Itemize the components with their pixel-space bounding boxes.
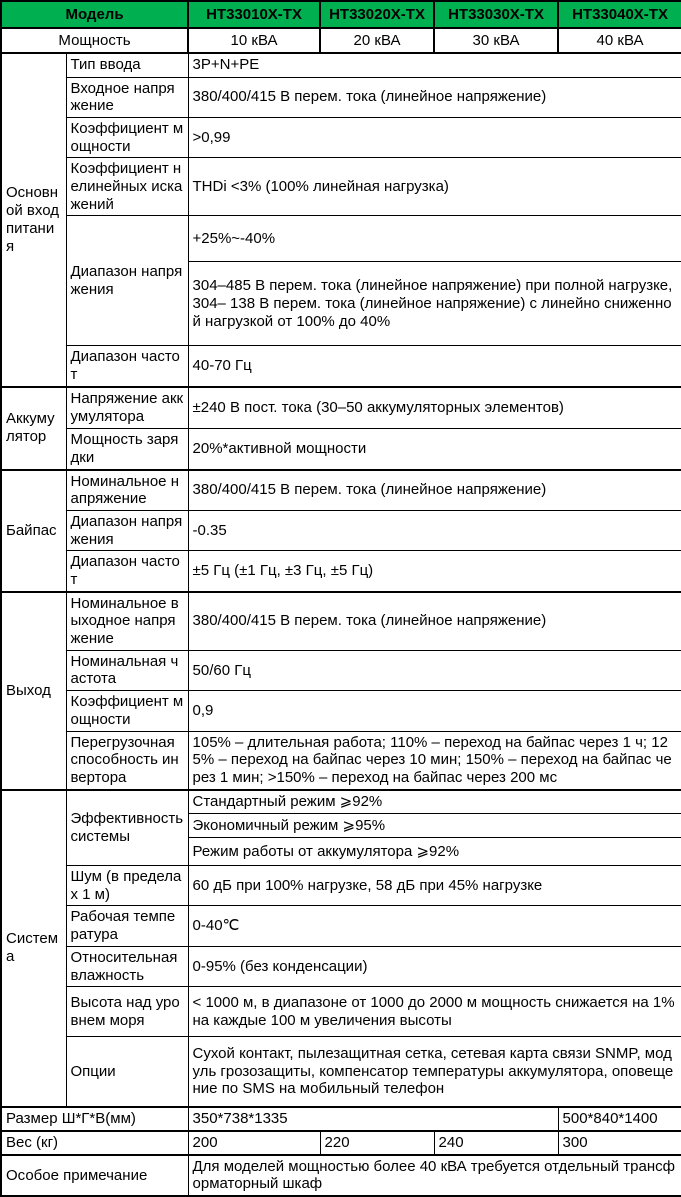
row-label-input-thd: Коэффициент нелинейных искажений xyxy=(66,158,188,216)
row-label-battery-voltage: Напряжение аккумулятора xyxy=(66,387,188,429)
row-value-battery-voltage: ±240 В пост. тока (30–50 аккумуляторных элементов) xyxy=(188,387,681,429)
row-system-noise xyxy=(1,866,681,906)
row-system-temperature xyxy=(1,906,681,946)
row-label-input-power-factor: Коэффициент мощности xyxy=(66,117,188,157)
section-title-main-input: Основной вход питания xyxy=(1,53,66,387)
row-bypass-voltage-range xyxy=(1,510,681,550)
row-value-size-small: 350*738*1335 xyxy=(188,1107,558,1131)
row-value-size-large: 500*840*1400 xyxy=(558,1107,681,1131)
row-label-output-overload: Перегрузочная способность инвертора xyxy=(66,731,188,790)
row-input-freq-range xyxy=(1,346,681,387)
power-value-3: 30 кВА xyxy=(434,28,558,53)
row-input-voltage xyxy=(1,77,681,117)
power-value-1: 10 кВА xyxy=(188,28,320,53)
row-label-input-type: Тип ввода xyxy=(66,53,188,77)
row-bypass-nominal-voltage xyxy=(1,470,681,511)
row-label-weight: Вес (кг) xyxy=(1,1131,188,1155)
row-label-special-note: Особое примечание xyxy=(1,1155,188,1196)
row-output-nominal-freq xyxy=(1,650,681,690)
row-system-altitude xyxy=(1,987,681,1037)
row-special-note xyxy=(1,1155,681,1196)
row-bypass-freq-range xyxy=(1,551,681,592)
row-weight xyxy=(1,1131,681,1155)
power-row xyxy=(1,28,681,53)
section-title-battery: Аккумулятор xyxy=(1,387,66,470)
row-value-input-type: 3P+N+PE xyxy=(188,53,681,77)
row-value-weight-1: 200 xyxy=(188,1131,320,1155)
row-value-input-voltage-range-1: +25%~-40% xyxy=(188,216,681,262)
row-input-thd xyxy=(1,158,681,216)
model-header-label: Модель xyxy=(1,1,188,28)
row-label-system-altitude: Высота над уровнем моря xyxy=(66,987,188,1037)
row-system-options xyxy=(1,1037,681,1107)
section-title-bypass: Байпас xyxy=(1,470,66,592)
row-value-special-note: Для моделей мощностью более 40 кВА требуется отдельный трансформаторный шкаф xyxy=(188,1155,681,1196)
model-header-row xyxy=(1,1,681,28)
row-label-output-power-factor: Коэффициент мощности xyxy=(66,691,188,731)
row-label-battery-charge: Мощность зарядки xyxy=(66,429,188,470)
row-label-input-freq-range: Диапазон частот xyxy=(66,346,188,387)
row-value-system-efficiency-3: Режим работы от аккумулятора ⩾92% xyxy=(188,838,681,866)
row-value-input-freq-range: 40-70 Гц xyxy=(188,346,681,387)
row-value-system-humidity: 0-95% (без конденсации) xyxy=(188,946,681,986)
row-input-type xyxy=(1,53,681,77)
model-column-header-1: HT33010X-TX xyxy=(188,1,320,28)
row-label-system-temperature: Рабочая температура xyxy=(66,906,188,946)
power-value-2: 20 кВА xyxy=(320,28,434,53)
row-value-weight-3: 240 xyxy=(434,1131,558,1155)
row-label-output-nominal-voltage: Номинальное выходное напряжение xyxy=(66,592,188,651)
row-label-output-nominal-freq: Номинальная частота xyxy=(66,650,188,690)
row-label-system-noise: Шум (в пределах 1 м) xyxy=(66,866,188,906)
row-value-system-efficiency-2: Экономичный режим ⩾95% xyxy=(188,814,681,838)
row-input-power-factor xyxy=(1,117,681,157)
row-label-system-efficiency: Эффективность системы xyxy=(66,790,188,866)
row-battery-voltage xyxy=(1,387,681,429)
row-label-size: Размер Ш*Г*В(мм) xyxy=(1,1107,188,1131)
row-label-bypass-nominal-voltage: Номинальное напряжение xyxy=(66,470,188,511)
row-value-input-thd: THDi <3% (100% линейная нагрузка) xyxy=(188,158,681,216)
row-value-system-temperature: 0-40℃ xyxy=(188,906,681,946)
row-value-input-voltage: 380/400/415 В перем. тока (линейное напряжение) xyxy=(188,77,681,117)
row-size xyxy=(1,1107,681,1131)
model-column-header-3: HT33030X-TX xyxy=(434,1,558,28)
power-value-4: 40 кВА xyxy=(558,28,681,53)
row-label-system-humidity: Относительная влажность xyxy=(66,946,188,986)
row-label-bypass-voltage-range: Диапазон напряжения xyxy=(66,510,188,550)
row-value-system-noise: 60 дБ при 100% нагрузке, 58 дБ при 45% нагрузке xyxy=(188,866,681,906)
section-title-output: Выход xyxy=(1,592,66,790)
row-value-bypass-nominal-voltage: 380/400/415 В перем. тока (линейное напряжение) xyxy=(188,470,681,511)
row-battery-charge xyxy=(1,429,681,470)
row-output-nominal-voltage xyxy=(1,592,681,651)
row-value-system-altitude: < 1000 м, в диапазоне от 1000 до 2000 м мощность снижается на 1% на каждые 100 м увеличения высоты xyxy=(188,987,681,1037)
power-row-label: Мощность xyxy=(1,28,188,53)
row-label-input-voltage: Входное напряжение xyxy=(66,77,188,117)
row-value-input-power-factor: >0,99 xyxy=(188,117,681,157)
row-value-input-voltage-range-2: 304–485 В перем. тока (линейное напряжение) при полной нагрузке, 304– 138 В перем. тока (линейное напряжение) с линейно сниженной нагрузкой от 100% до 40% xyxy=(188,262,681,346)
row-value-bypass-voltage-range: -0.35 xyxy=(188,510,681,550)
row-output-power-factor xyxy=(1,691,681,731)
row-value-weight-4: 300 xyxy=(558,1131,681,1155)
row-system-efficiency-1 xyxy=(1,790,681,814)
row-system-humidity xyxy=(1,946,681,986)
model-column-header-2: HT33020X-TX xyxy=(320,1,434,28)
model-column-header-4: HT33040X-TX xyxy=(558,1,681,28)
row-value-system-efficiency-1: Стандартный режим ⩾92% xyxy=(188,790,681,814)
row-input-voltage-range-1 xyxy=(1,216,681,262)
row-label-input-voltage-range: Диапазон напряжения xyxy=(66,216,188,346)
section-title-system: Система xyxy=(1,790,66,1107)
row-label-bypass-freq-range: Диапазон частот xyxy=(66,551,188,592)
row-value-system-options: Сухой контакт, пылезащитная сетка, сетевая карта связи SNMP, модуль грозозащиты, компенсатор температуры аккумулятора, оповещение по SMS на мобильный телефон xyxy=(188,1037,681,1107)
row-label-system-options: Опции xyxy=(66,1037,188,1107)
row-value-output-nominal-voltage: 380/400/415 В перем. тока (линейное напряжение) xyxy=(188,592,681,651)
row-value-output-power-factor: 0,9 xyxy=(188,691,681,731)
row-value-output-nominal-freq: 50/60 Гц xyxy=(188,650,681,690)
row-value-battery-charge: 20%*активной мощности xyxy=(188,429,681,470)
row-value-bypass-freq-range: ±5 Гц (±1 Гц, ±3 Гц, ±5 Гц) xyxy=(188,551,681,592)
row-value-output-overload: 105% – длительная работа; 110% – переход на байпас через 1 ч; 125% – переход на байпас через 10 мин; 150% – переход на байпас через 1 мин; >150% – переход на байпас через 200 мс xyxy=(188,731,681,790)
row-output-overload xyxy=(1,731,681,790)
row-value-weight-2: 220 xyxy=(320,1131,434,1155)
